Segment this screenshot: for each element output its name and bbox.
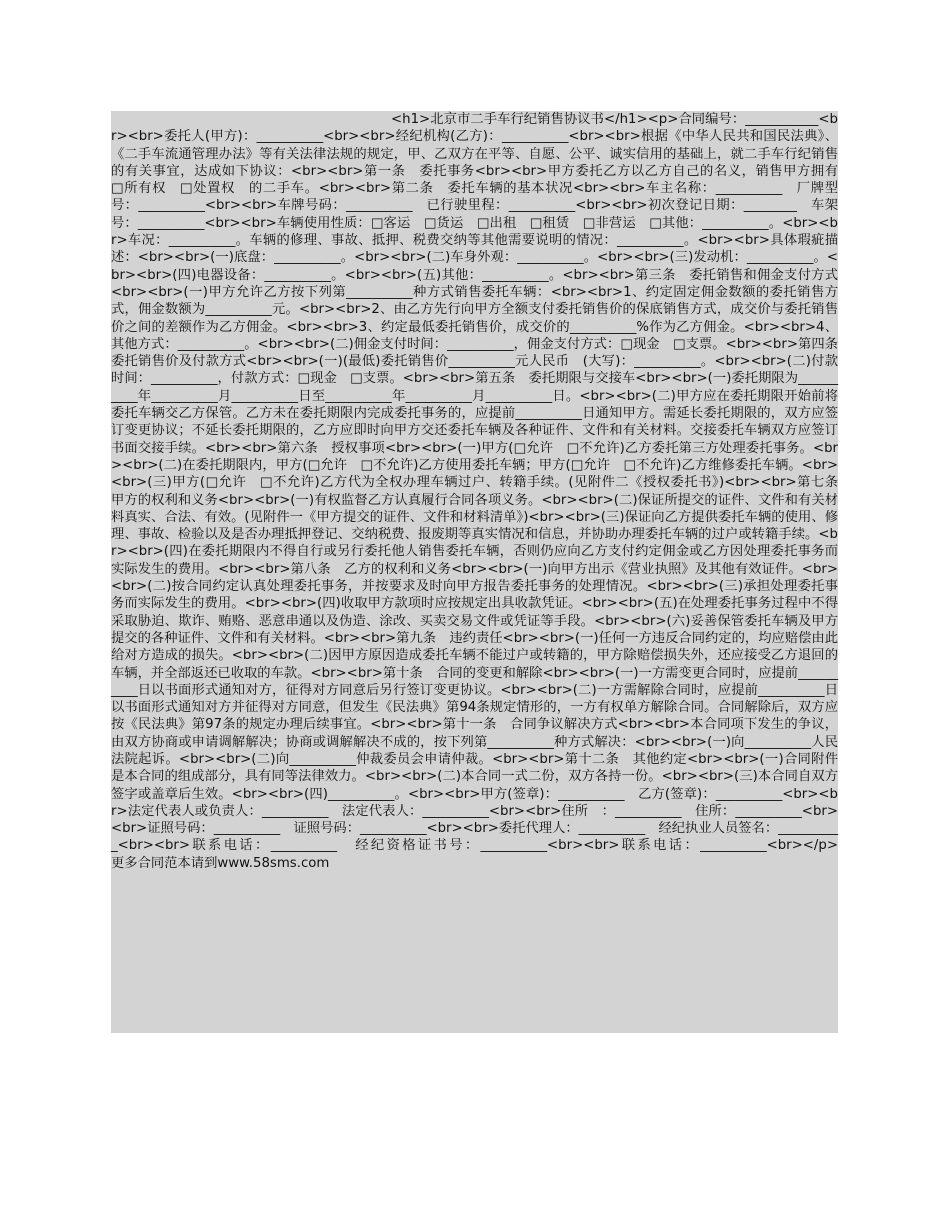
contract-text: <h1>北京市二手车行纪销售协议书</h1><p>合同编号：___________<br><br>委托人(甲方)：__________<br><br>经纪机构(乙方)：__________<br><br>根据《中华人民共和国民法典》、《二手车流通管理办法》等有关法律法规的规定，甲、乙双方在平等、自愿、公平、诚实信用的基础上，就二手车行纪销售的有关事宜，达成如下协议：<br><br>第一条 委托事务<br><br>甲方委托乙方以乙方自己的名义，销售甲方拥有 □所有权 □处置权 的二手车。<br><br>第二条 委托车辆的基本状况<br><br>车主名称：__________ 厂牌型号：__________<br><br>车牌号码：__________ 已行驶里程：__________<br><br>初次登记日期：________ 车架号：__________<br><br>车辆使用性质：□客运 □货运 □出租 □租赁 □非营运 □其他：__________。<br><br>车况：__________。车辆的修理、事故、抵押、税费交纳等其他需要说明的情况：__________。<br><br>具体瑕疵描述：<br><br>(一)底盘：__________。<br><br>(二)车身外观：__________。<br><br>(三)发动机：__________。<br><br>(四)电器设备：__________。<br><br>(五)其他：__________。<br><br>第三条 委托销售和佣金支付方式<br><br>(一)甲方允许乙方按下列第__________种方式销售委托车辆：<br><br>1、约定固定佣金数额的委托销售方式，佣金数额为__________元。<br><br>2、由乙方先行向甲方全额支付委托销售价的保底销售方式，成交价与委托销售价之间的差额作为乙方佣金。<br><br>3、约定最低委托销售价，成交价的__________%作为乙方佣金。<br><br>4、其他方式：__________。<br><br>(二)佣金支付时间：__________，佣金支付方式：□现金 □支票。<br><br>第四条 委托销售价及付款方式<br><br>(一)(最低)委托销售价__________元人民币 (大写)：__________。<br><br>(二)付款时间：__________，付款方式：□现金 □支票。<br><br>第五条 委托期限与交接车<br><br>(一)委托期限为__________年__________月__________日至__________年__________月__________日。<br><br>(二)甲方应在委托期限开始前将委托车辆交乙方保管。乙方未在委托期限内完成委托事务的，应提前__________日通知甲方。需延长委托期限的，双方应签订变更协议；不延长委托期限的，乙方应即时向甲方交还委托车辆及各种证件、文件和有关材料。交接委托车辆双方应签订书面交接手续。<br><br>第六条 授权事项<br><br>(一)甲方(□允许 □不允许)乙方委托第三方处理委托事务。<br><br>(二)在委托期限内，甲方(□允许 □不允许)乙方使用委托车辆；甲方(□允许 □不允许)乙方维修委托车辆。<br><br>(三)甲方(□允许 □不允许)乙方代为全权办理车辆过户、转籍手续。(见附件二《授权委托书》)<br><br>第七条 甲方的权利和义务<br><br>(一)有权监督乙方认真履行合同各项义务。<br><br>(二)保证所提交的证件、文件和有关材料真实、合法、有效。(见附件一《甲方提交的证件、文件和材料清单》)<br><br>(三)保证向乙方提供委托车辆的使用、修理、事故、检验以及是否办理抵押登记、交纳税费、报废期等真实情况和信息，并协助办理委托车辆的过户或转籍手续。<br><br>(四)在委托期限内不得自行或另行委托他人销售委托车辆，否则仍应向乙方支付约定佣金或乙方因处理委托事务而实际发生的费用。<br><br>第八条 乙方的权利和义务<br><br>(一)向甲方出示《营业执照》及其他有效证件。<br><br>(二)按合同约定认真处理委托事务，并按要求及时向甲方报告委托事务的处理情况。<br><br>(三)承担处理委托事务而实际发生的费用。<br><br>(四)收取甲方款项时应按规定出具收款凭证。<br><br>(五)在处理委托事务过程中不得采取胁迫、欺诈、贿赂、恶意串通以及伪造、涂改、买卖交易文件或凭证等手段。<br><br>(六)妥善保管委托车辆及甲方提交的各种证件、文件和有关材料。<br><br>第九条 违约责任<br><br>(一)任何一方违反合同约定的，均应赔偿由此给对方造成的损失。<br><br>(二)因甲方原因造成委托车辆不能过户或转籍的，甲方除赔偿损失外，还应接受乙方退回的车辆，并全部返还已收取的车款。<br><br>第十条 合同的变更和解除<br><br>(一)一方需变更合同时，应提前__________日以书面形式通知对方，征得对方同意后另行签订变更协议。<br><br>(二)一方需解除合同时，应提前__________日以书面形式通知对方并征得对方同意，但发生《民法典》第94条规定情形的，一方有权单方解除合同。合同解除后，双方应按《民法典》第97条的规定办理后续事宜。<br><br>第十一条 合同争议解决方式<br><br>本合同项下发生的争议，由双方协商或申请调解解决；协商或调解解决不成的，按下列第__________种方式解决：<br><br>(一)向__________人民法院起诉。<br><br>(二)向__________仲裁委员会申请仲裁。<br><br>第十二条 其他约定<br><br>(一)合同附件是本合同的组成部分，具有同等法律效力。<br><br>(二)本合同一式二份，双方各持一份。<br><br>(三)本合同自双方签字或盖章后生效。<br><br>(四)__________。<br><br>甲方(签章)：__________ 乙方(签章)：__________<br><br>法定代表人或负责人：__________ 法定代表人：__________<br><br>住所 ：__________ 住所：__________<br><br>证照号码：__________ 证照号码：__________<br><br>委托代理人：__________ 经纪执业人员签名：__________<br><br>联系电话：__________ 经纪资格证书号：__________<br><br>联系电话：__________<br></p> — [111, 112, 852, 854]
document-text-block — [111, 111, 852, 1033]
footer-link-text: 更多合同范本请到www.58sms.com — [111, 855, 330, 871]
document-body — [111, 111, 852, 872]
